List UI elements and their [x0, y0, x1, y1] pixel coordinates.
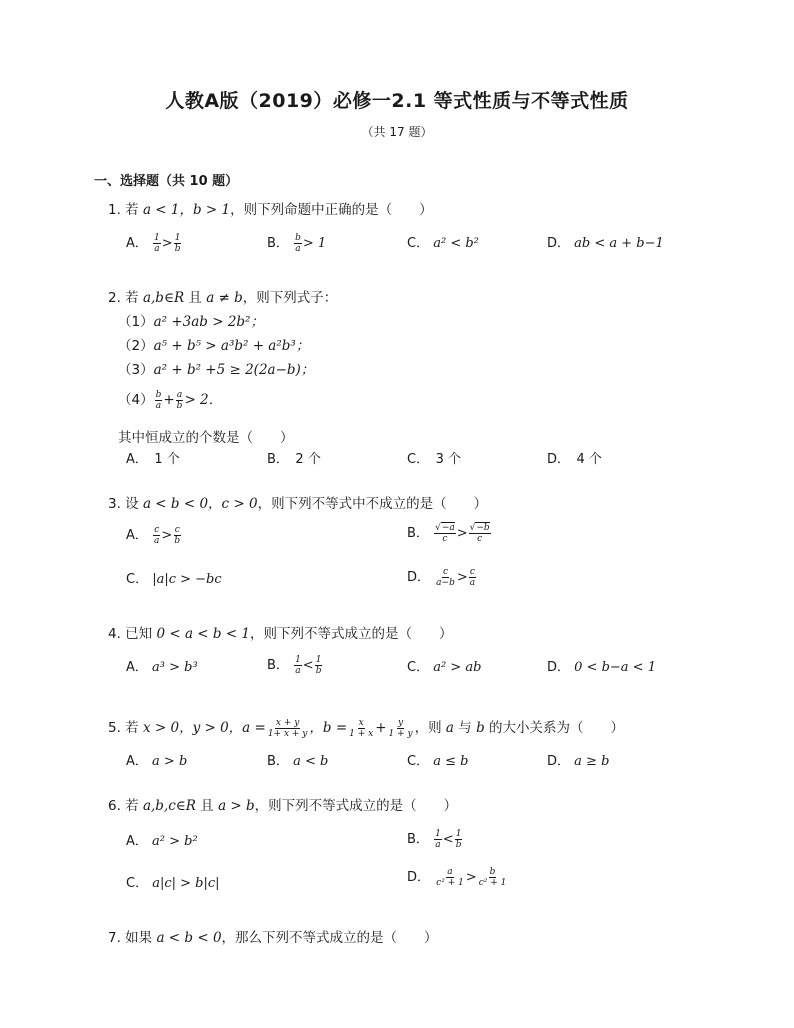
q5-option-d[interactable]: D． a ≥ b [547, 754, 610, 769]
q6-option-b[interactable]: B． $\frac{1}{a}$ < $\frac{1}{b}$ [407, 829, 462, 850]
question-4-stem: 4. 已知 0 < a < b < 1，则下列不等式成立的是（ ） [108, 626, 453, 642]
q5-option-a[interactable]: A． a > b [126, 754, 188, 769]
q4-option-a[interactable]: A． a³ > b³ [126, 660, 198, 675]
question-2-stem: 2. 若 a,b∈R 且 a ≠ b，则下列式子： [108, 290, 338, 306]
q2-option-a[interactable]: A． 1 个 [126, 452, 180, 467]
q3-option-c[interactable]: C． |a|c > −bc [126, 572, 222, 587]
question-5-stem: 5. 若 x > 0，y > 0，a = $\frac{x + y}{1+ x + y}$ ，b = $\frac{x}{1 + x}$ + $\frac{y}{1 + y}$ ，则 a 与 b 的大小关系为（ ） [108, 717, 625, 739]
q1-option-c[interactable]: C． a² < b² [407, 236, 479, 251]
question-3-stem: 3. 设 a < b < 0，c > 0，则下列不等式中不成立的是（ ） [108, 496, 488, 512]
page-title: 人教A版（2019）必修一2.1 等式性质与不等式性质 [165, 90, 629, 112]
q2-ask: 其中恒成立的个数是（ ） [118, 430, 294, 446]
q2-statement-1: （1）a² +3ab > 2b²； [118, 314, 264, 330]
q2-statement-2: （2）a⁵ + b⁵ > a³b² + a²b³； [118, 338, 310, 354]
q6-option-d[interactable]: D． $\frac{a}{\text{c² + 1}}$ > $\frac{b}{\text{c² + 1}}$ [407, 867, 507, 888]
q5-option-b[interactable]: B． a < b [267, 754, 329, 769]
q1-option-a[interactable]: A． $\frac{1}{a}$ > $\frac{1}{b}$ [126, 233, 181, 254]
q4-option-d[interactable]: D． 0 < b−a < 1 [547, 660, 656, 675]
question-6-stem: 6. 若 a,b,c∈R 且 a > b，则下列不等式成立的是（ ） [108, 798, 458, 814]
question-7-stem: 7. 如果 a < b < 0，那么下列不等式成立的是（ ） [108, 930, 438, 946]
q1-option-b[interactable]: B． $\frac{b}{a}$ > 1 [267, 233, 327, 254]
q2-option-b[interactable]: B． 2 个 [267, 452, 321, 467]
question-1-stem: 1. 若 a < 1，b > 1，则下列命题中正确的是（ ） [108, 202, 433, 218]
page-subtitle: （共 17 题） [361, 125, 433, 139]
q2-option-d[interactable]: D． 4 个 [547, 452, 602, 467]
q5-option-c[interactable]: C． a ≤ b [407, 754, 469, 769]
q6-option-c[interactable]: C． a|c| > b|c| [126, 876, 220, 891]
q4-option-c[interactable]: C． a² > ab [407, 660, 482, 675]
q6-option-a[interactable]: A． a² > b² [126, 834, 198, 849]
q2-statement-4: （4） $\frac{b}{a}$ + $\frac{a}{b}$ > 2． [118, 389, 223, 411]
q1-option-d[interactable]: D． ab < a + b−1 [547, 236, 664, 251]
q4-option-b[interactable]: B． $\frac{1}{a}$ < $\frac{1}{b}$ [267, 655, 322, 676]
q2-option-c[interactable]: C． 3 个 [407, 452, 461, 467]
section-heading: 一、选择题（共 10 题） [94, 174, 239, 189]
q2-statement-3: （3）a² + b² +5 ≥ 2(2a−b)； [118, 362, 315, 378]
q3-option-d[interactable]: D． $\frac{c}{a-b}$ > $\frac{c}{a}$ [407, 567, 476, 588]
q3-option-a[interactable]: A． $\frac{c}{a}$ > $\frac{c}{b}$ [126, 525, 181, 546]
q3-option-b[interactable]: B． $\frac{√-a}{c}$ > $\frac{√-b}{c}$ [407, 523, 490, 544]
